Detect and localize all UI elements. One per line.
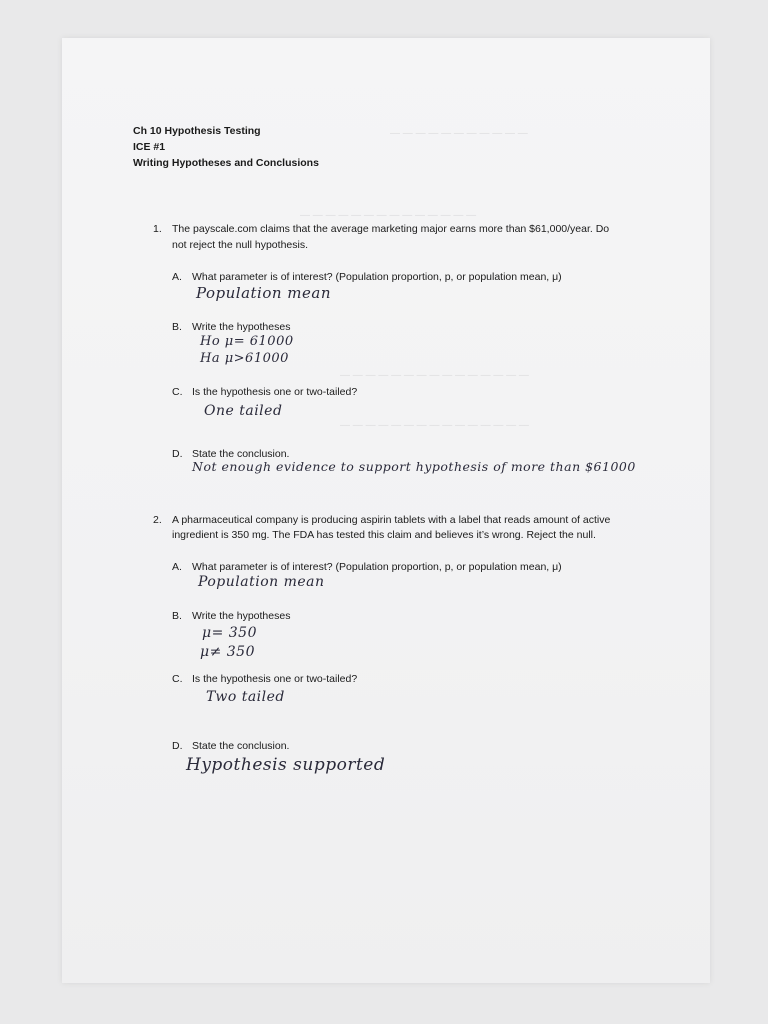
handwritten-answer: Ha μ>61000	[200, 351, 289, 366]
bleed-through-text: — — — — — — — — — — — — — —	[300, 210, 477, 221]
handwritten-answer: Two tailed	[206, 689, 285, 705]
part-letter: B.	[172, 610, 182, 622]
question-text: not reject the null hypothesis.	[172, 239, 308, 251]
question-text: The payscale.com claims that the average marketing major earns more than $61,000/year. Do	[172, 223, 610, 235]
part-letter: C.	[172, 386, 183, 398]
part-prompt: Is the hypothesis one or two-tailed?	[192, 386, 358, 398]
part-letter: D.	[172, 448, 183, 460]
handwritten-answer: μ≠ 350	[200, 644, 256, 660]
question-number: 2.	[153, 514, 162, 526]
handwritten-answer: One tailed	[204, 403, 283, 419]
bleed-through-text: — — — — — — — — — — — — — — —	[340, 370, 529, 381]
worksheet-page	[62, 38, 710, 983]
part-prompt: Is the hypothesis one or two-tailed?	[192, 673, 358, 685]
part-prompt: Write the hypotheses	[192, 610, 291, 622]
part-prompt: State the conclusion.	[192, 740, 290, 752]
question-text: A pharmaceutical company is producing aspirin tablets with a label that reads amount of active	[172, 514, 611, 526]
worksheet-heading: Writing Hypotheses and Conclusions	[133, 157, 319, 169]
part-prompt: Write the hypotheses	[192, 321, 291, 333]
question-number: 1.	[153, 223, 162, 235]
part-letter: D.	[172, 740, 183, 752]
part-letter: C.	[172, 673, 183, 685]
handwritten-answer: μ= 350	[202, 625, 258, 641]
bleed-through-text: — — — — — — — — — — —	[390, 128, 528, 139]
part-letter: A.	[172, 271, 182, 283]
worksheet-title: Ch 10 Hypothesis Testing	[133, 125, 261, 137]
part-prompt: What parameter is of interest? (Population proportion, p, or population mean, μ)	[192, 271, 562, 283]
handwritten-answer: Not enough evidence to support hypothesis of more than $61000	[192, 459, 636, 474]
handwritten-answer: Hypothesis supported	[186, 755, 386, 775]
bleed-through-text: — — — — — — — — — — — — — — —	[340, 420, 529, 431]
worksheet-subtitle: ICE #1	[133, 141, 166, 153]
part-letter: A.	[172, 561, 182, 573]
part-prompt: State the conclusion.	[192, 448, 290, 460]
question-text: ingredient is 350 mg. The FDA has tested this claim and believes it’s wrong. Reject the null.	[172, 529, 596, 541]
part-prompt: What parameter is of interest? (Population proportion, p, or population mean, μ)	[192, 561, 562, 573]
handwritten-answer: Ho μ= 61000	[200, 334, 294, 349]
handwritten-answer: Population mean	[198, 574, 325, 590]
handwritten-answer: Population mean	[196, 284, 332, 302]
part-letter: B.	[172, 321, 182, 333]
